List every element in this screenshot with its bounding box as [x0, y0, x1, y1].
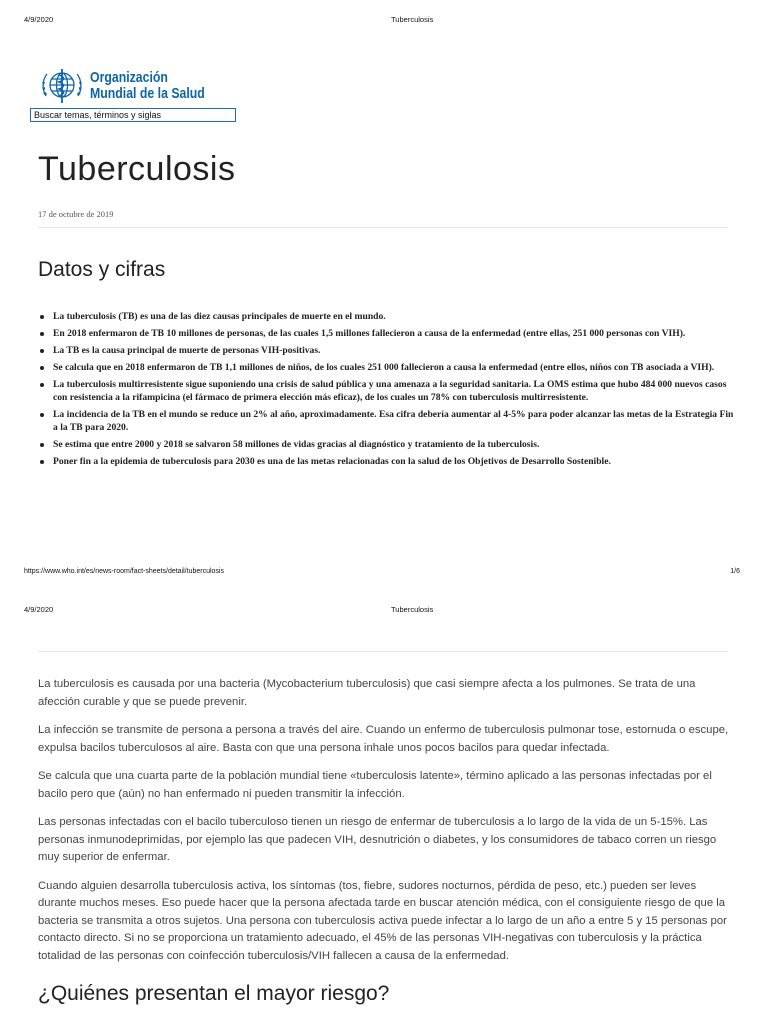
search-input[interactable]: Buscar temas, términos y siglas	[30, 108, 236, 122]
list-item: En 2018 enfermaron de TB 10 millones de personas, de las cuales 1,5 millones fallecieron a causa de la enfermedad (entre ellas, 251 000 personas con VIH).	[38, 327, 734, 340]
print-title: Tuberculosis	[391, 605, 434, 614]
print-title: Tuberculosis	[391, 15, 434, 24]
paragraph: Cuando alguien desarrolla tuberculosis activa, los síntomas (tos, fiebre, sudores nocturnos, pérdida de peso, etc.) pueden ser leves durante muchos meses. Eso puede hacer que la persona afectada tarde en buscar atención médica, con el consiguiente riesgo de que la bacteria se transmita a otros sujetos. Una persona con tuberculosis activa puede infectar a lo largo de un año a entre 5 y 15 personas por contacto directo. Si no se proporciona un tratamiento adecuado, el 45% de las personas VIH-negativas con tuberculosis y la práctica totalidad de las personas con coinfección tuberculosis/VIH fallecen a causa de la enfermedad.	[38, 879, 727, 962]
print-url[interactable]: https://www.who.int/es/news-room/fact-sheets/detail/tuberculosis	[24, 568, 224, 575]
who-logo-text	[90, 70, 205, 102]
who-logo[interactable]	[38, 64, 228, 108]
list-item: La tuberculosis multirresistente sigue suponiendo una crisis de salud pública y una amenaza a la seguridad sanitaria. La OMS estima que hubo 484 000 nuevos casos con resistencia a la rifampicina (el fármaco de primera elección más eficaz), de los cuales un 78% con tuberculosis multirresistente.	[38, 378, 734, 404]
list-item: Poner fin a la epidemia de tuberculosis para 2030 es una de las metas relacionadas con la salud de los Objetivos de Desarrollo Sostenible.	[38, 455, 734, 468]
list-item: La tuberculosis (TB) es una de las diez causas principales de muerte en el mundo.	[38, 310, 734, 323]
print-date: 4/9/2020	[24, 15, 54, 24]
paragraph: La tuberculosis es causada por una bacteria (Mycobacterium tuberculosis) que casi siempre afecta a los pulmones. Se trata de una afección curable y que se puede prevenir.	[38, 678, 696, 708]
list-item: La incidencia de la TB en el mundo se reduce un 2% al año, aproximadamente. Esa cifra debería aumentar al 4-5% para poder alcanzar las metas de la Estrategia Fin a la TB para 2020.	[38, 408, 734, 434]
paragraph: Se calcula que una cuarta parte de la población mundial tiene «tuberculosis latente», término aplicado a las personas infectadas por el bacilo pero que (aún) no han enfermado ni pueden transmitir la infección.	[38, 770, 712, 800]
divider	[38, 227, 728, 228]
print-header	[0, 15, 768, 27]
print-date: 4/9/2020	[24, 605, 54, 614]
facts-heading: Datos y cifras	[38, 258, 166, 281]
who-emblem-icon	[38, 66, 86, 106]
print-header-page-2	[0, 605, 768, 617]
divider	[38, 651, 728, 652]
logo-line-1: Organización	[90, 69, 168, 86]
list-item: La TB es la causa principal de muerte de personas VIH-positivas.	[38, 344, 734, 357]
paragraph: Las personas infectadas con el bacilo tuberculoso tienen un riesgo de enfermar de tuberculosis a lo largo de la vida de un 5-15%. Las personas inmunodeprimidas, por ejemplo las que padecen VIH, desnutrición o diabetes, y los consumidores de tabaco corren un riesgo muy superior de enfermar.	[38, 816, 717, 863]
logo-line-2: Mundial de la Salud	[90, 85, 205, 102]
list-item: Se estima que entre 2000 y 2018 se salvaron 58 millones de vidas gracias al diagnóstico y tratamiento de la tuberculosis.	[38, 438, 734, 451]
article-body	[38, 676, 730, 976]
paragraph: La infección se transmite de persona a persona a través del aire. Cuando un enfermo de tuberculosis pulmonar tose, estornuda o escupe, expulsa bacilos tuberculosos al aire. Basta con que una persona inhale unos pocos bacilos para quedar infectada.	[38, 724, 729, 754]
list-item: Se calcula que en 2018 enfermaron de TB 1,1 millones de niños, de los cuales 251 000 fallecieron a causa la enfermedad (entre ellos, niños con TB asociada a VIH).	[38, 361, 734, 374]
facts-list	[38, 310, 734, 472]
risk-heading: ¿Quiénes presentan el mayor riesgo?	[38, 982, 390, 1005]
publication-date: 17 de octubre de 2019	[38, 209, 114, 219]
page-title: Tuberculosis	[38, 150, 236, 188]
page-number: 1/6	[730, 568, 740, 575]
